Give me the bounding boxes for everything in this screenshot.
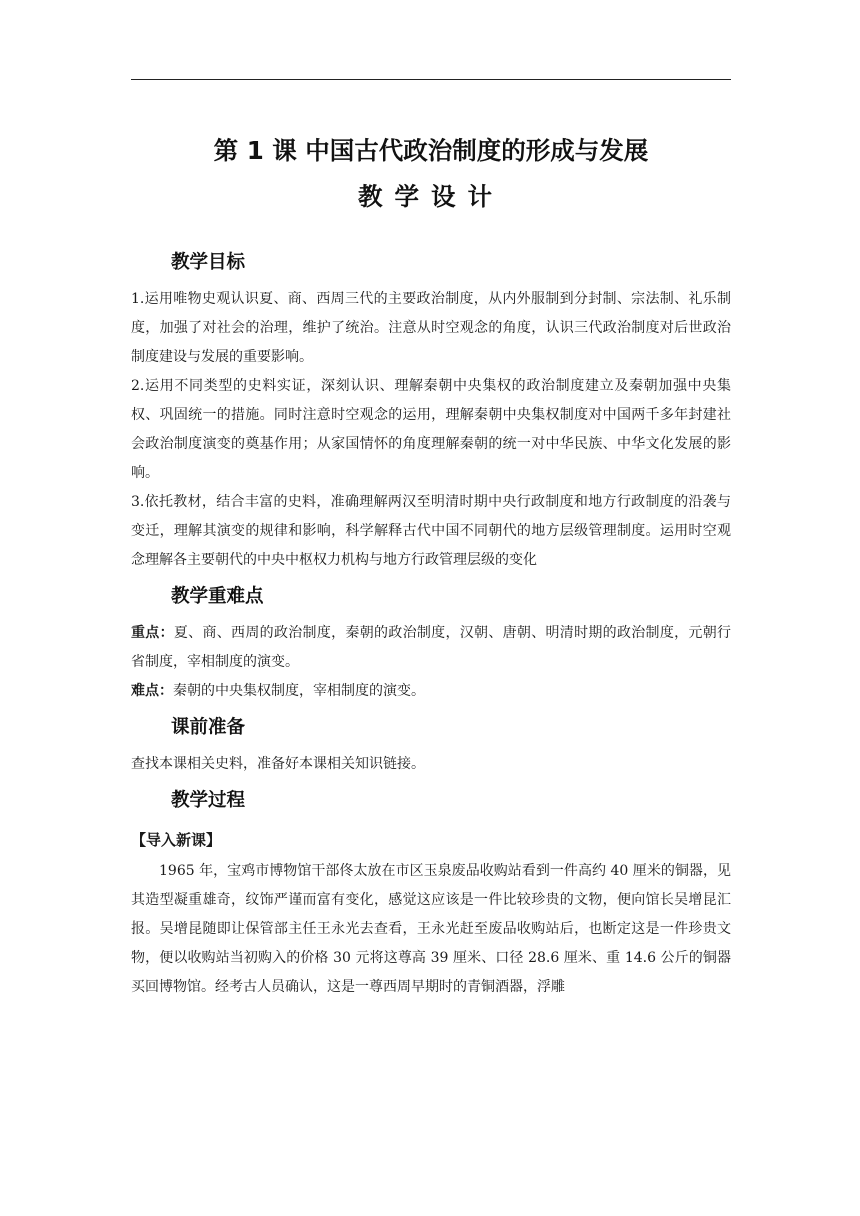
document-body [131, 241, 731, 1002]
intro-label: 【导入新课】 [131, 831, 222, 849]
difficulty-label: 难点： [131, 683, 173, 699]
section-heading-process: 教学过程 [171, 790, 246, 811]
document-title: 第 1 课 中国古代政治制度的形成与发展 [213, 136, 649, 165]
objective-item-2: 2.运用不同类型的史料实证，深刻认识、理解秦朝中央集权的政治制度建立及秦朝加强中央集权、巩固统一的措施。同时注意时空观念的运用，理解秦朝中央集权制度对中国两千多年封建社会政治制度演变的奠基作用；从家国情怀的角度理解秦朝的统一对中华民族、中华文化发展的影响。 [131, 378, 731, 481]
header-rule [131, 79, 731, 80]
section-heading-objectives: 教学目标 [171, 252, 246, 273]
preparation-text: 查找本课相关史料，准备好本课相关知识链接。 [131, 756, 425, 772]
section-heading-preparation: 课前准备 [171, 717, 246, 738]
focus-text: 夏、商、西周的政治制度，秦朝的政治制度，汉朝、唐朝、明清时期的政治制度，元朝行省制度，宰相制度的演变。 [131, 625, 732, 670]
difficulty-text: 秦朝的中央集权制度，宰相制度的演变。 [173, 683, 425, 699]
section-heading-key-points: 教学重难点 [171, 586, 264, 607]
document-subtitle: 教学设计 [358, 182, 504, 211]
objective-item-1: 1.运用唯物史观认识夏、商、西周三代的主要政治制度，从内外服制到分封制、宗法制、礼乐制度，加强了对社会的治理，维护了统治。注意从时空观念的角度，认识三代政治制度对后世政治制度建设与发展的重要影响。 [131, 291, 731, 365]
focus-paragraph [131, 619, 731, 677]
difficulty-paragraph [131, 677, 731, 706]
objective-item-3: 3.依托教材，结合丰富的史料，准确理解两汉至明清时期中央行政制度和地方行政制度的沿袭与变迁，理解其演变的规律和影响，科学解释古代中国不同朝代的地方层级管理制度。运用时空观念理解各主要朝代的中央中枢权力机构与地方行政管理层级的变化 [131, 494, 731, 568]
intro-paragraph: 1965 年，宝鸡市博物馆干部佟太放在市区玉泉废品收购站看到一件高约 40 厘米的铜器，见其造型凝重雄奇，纹饰严谨而富有变化，感觉这应该是一件比较珍贵的文物，便向馆长吴增昆汇报。吴增昆随即让保管部主任王永光去查看，王永光赶至废品收购站后，也断定这是一件珍贵文物，便以收购站当初购入的价格 30 元将这尊高 39 厘米、口径 28.6 厘米、重 14.6 公斤的铜器买回博物馆。经考古人员确认，这是一尊西周早期时的青铜酒器，浮雕 [131, 863, 731, 995]
focus-label: 重点： [131, 625, 174, 641]
